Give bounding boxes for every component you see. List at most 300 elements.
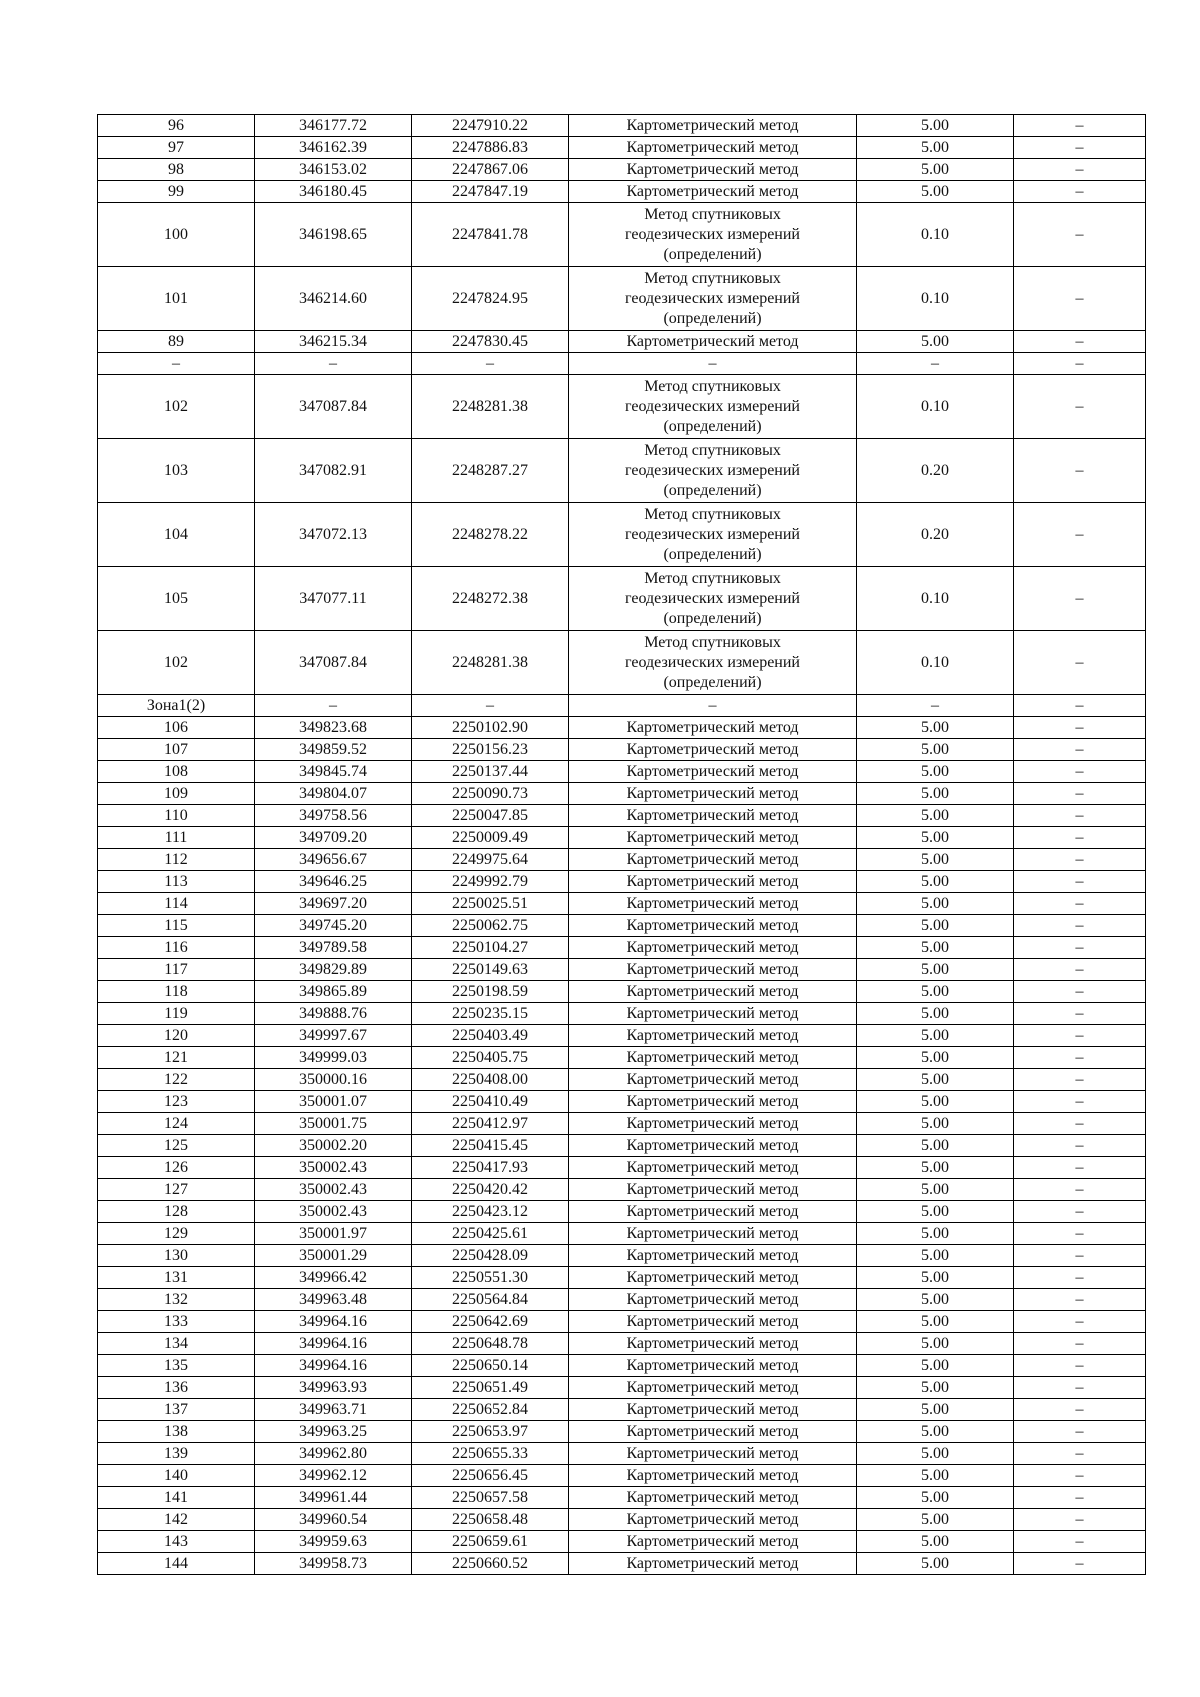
accuracy-cell: 5.00 <box>857 1509 1014 1531</box>
point-number-cell: 132 <box>98 1289 255 1311</box>
method-text-line: – <box>708 354 717 372</box>
accuracy-cell: 5.00 <box>857 783 1014 805</box>
table-row <box>98 1333 1146 1355</box>
y-coordinate-cell: 2250410.49 <box>412 1091 569 1113</box>
method-cell <box>569 1113 857 1135</box>
accuracy-cell: 5.00 <box>857 1377 1014 1399</box>
method-cell <box>569 375 857 439</box>
point-number-cell: 136 <box>98 1377 255 1399</box>
table-row <box>98 203 1146 267</box>
method-text-line: (определений) <box>663 481 762 499</box>
table-row <box>98 439 1146 503</box>
accuracy-cell: 5.00 <box>857 1487 1014 1509</box>
x-coordinate-cell: – <box>255 695 412 717</box>
y-coordinate-cell: 2250062.75 <box>412 915 569 937</box>
y-coordinate-cell: 2250198.59 <box>412 981 569 1003</box>
table-row <box>98 1487 1146 1509</box>
y-coordinate-cell: 2248281.38 <box>412 375 569 439</box>
point-number-cell: 113 <box>98 871 255 893</box>
table-row <box>98 1553 1146 1575</box>
y-coordinate-cell: – <box>412 695 569 717</box>
method-cell <box>569 1025 857 1047</box>
y-coordinate-cell: 2250149.63 <box>412 959 569 981</box>
x-coordinate-cell: 346214.60 <box>255 267 412 331</box>
point-number-cell: 104 <box>98 503 255 567</box>
method-text-line: Картометрический метод <box>626 1334 799 1352</box>
method-cell <box>569 181 857 203</box>
method-text-line: Картометрический метод <box>626 916 799 934</box>
accuracy-cell: 5.00 <box>857 1025 1014 1047</box>
x-coordinate-cell: 350001.07 <box>255 1091 412 1113</box>
x-coordinate-cell: 346180.45 <box>255 181 412 203</box>
y-coordinate-cell: 2250650.14 <box>412 1355 569 1377</box>
method-cell <box>569 827 857 849</box>
method-cell <box>569 695 857 717</box>
method-cell <box>569 1157 857 1179</box>
table-row <box>98 827 1146 849</box>
x-coordinate-cell: 349709.20 <box>255 827 412 849</box>
description-cell: – <box>1014 1421 1146 1443</box>
description-cell: – <box>1014 783 1146 805</box>
accuracy-cell: 5.00 <box>857 1289 1014 1311</box>
x-coordinate-cell: 350001.29 <box>255 1245 412 1267</box>
table-row <box>98 1047 1146 1069</box>
accuracy-cell: 5.00 <box>857 959 1014 981</box>
description-cell: – <box>1014 353 1146 375</box>
x-coordinate-cell: 349966.42 <box>255 1267 412 1289</box>
method-cell <box>569 1267 857 1289</box>
table-row <box>98 1157 1146 1179</box>
method-cell <box>569 567 857 631</box>
method-text-line: Картометрический метод <box>626 1180 799 1198</box>
description-cell: – <box>1014 1289 1146 1311</box>
method-text-line: Картометрический метод <box>626 1202 799 1220</box>
point-number-cell: 110 <box>98 805 255 827</box>
method-text-line: Картометрический метод <box>626 1048 799 1066</box>
accuracy-cell: 5.00 <box>857 981 1014 1003</box>
x-coordinate-cell: 350002.43 <box>255 1179 412 1201</box>
method-text-line: Метод спутниковых <box>644 377 781 395</box>
x-coordinate-cell: 350002.43 <box>255 1157 412 1179</box>
x-coordinate-cell: 349963.48 <box>255 1289 412 1311</box>
method-cell <box>569 1091 857 1113</box>
x-coordinate-cell: 349997.67 <box>255 1025 412 1047</box>
method-text-line: Картометрический метод <box>626 718 799 736</box>
table-row <box>98 1245 1146 1267</box>
accuracy-cell: 5.00 <box>857 1179 1014 1201</box>
x-coordinate-cell: 349845.74 <box>255 761 412 783</box>
accuracy-cell: 5.00 <box>857 1157 1014 1179</box>
x-coordinate-cell: 346177.72 <box>255 115 412 137</box>
method-text-line: геодезических измерений <box>625 525 800 543</box>
accuracy-cell: 5.00 <box>857 1531 1014 1553</box>
accuracy-cell: 5.00 <box>857 1135 1014 1157</box>
description-cell: – <box>1014 1113 1146 1135</box>
description-cell: – <box>1014 1465 1146 1487</box>
point-number-cell: 134 <box>98 1333 255 1355</box>
method-text-line: Метод спутниковых <box>644 633 781 651</box>
x-coordinate-cell: 349964.16 <box>255 1311 412 1333</box>
accuracy-cell: 0.10 <box>857 267 1014 331</box>
point-number-cell: 140 <box>98 1465 255 1487</box>
description-cell: – <box>1014 981 1146 1003</box>
method-text-line: Картометрический метод <box>626 982 799 1000</box>
accuracy-cell: 5.00 <box>857 937 1014 959</box>
method-cell <box>569 1377 857 1399</box>
accuracy-cell: 5.00 <box>857 159 1014 181</box>
method-cell <box>569 1289 857 1311</box>
table-row <box>98 893 1146 915</box>
description-cell: – <box>1014 1069 1146 1091</box>
method-text-line: (определений) <box>663 245 762 263</box>
description-cell: – <box>1014 1333 1146 1355</box>
y-coordinate-cell: 2250660.52 <box>412 1553 569 1575</box>
method-text-line: – <box>708 696 717 714</box>
table-row <box>98 1311 1146 1333</box>
description-cell: – <box>1014 695 1146 717</box>
x-coordinate-cell: 347082.91 <box>255 439 412 503</box>
method-text-line: Картометрический метод <box>626 1092 799 1110</box>
table-row <box>98 1003 1146 1025</box>
x-coordinate-cell: 349962.80 <box>255 1443 412 1465</box>
method-text-line: Картометрический метод <box>626 960 799 978</box>
description-cell: – <box>1014 1179 1146 1201</box>
description-cell: – <box>1014 137 1146 159</box>
table-row <box>98 159 1146 181</box>
table-row <box>98 695 1146 717</box>
y-coordinate-cell: 2250420.42 <box>412 1179 569 1201</box>
table-row <box>98 1113 1146 1135</box>
accuracy-cell: 5.00 <box>857 181 1014 203</box>
point-number-cell: 105 <box>98 567 255 631</box>
method-cell <box>569 1179 857 1201</box>
table-row <box>98 783 1146 805</box>
table-row <box>98 937 1146 959</box>
table-row <box>98 1179 1146 1201</box>
y-coordinate-cell: 2250156.23 <box>412 739 569 761</box>
accuracy-cell: 0.10 <box>857 631 1014 695</box>
table-row <box>98 1135 1146 1157</box>
accuracy-cell: 5.00 <box>857 1223 1014 1245</box>
description-cell: – <box>1014 1201 1146 1223</box>
description-cell: – <box>1014 893 1146 915</box>
x-coordinate-cell: 347087.84 <box>255 375 412 439</box>
accuracy-cell: 5.00 <box>857 1443 1014 1465</box>
x-coordinate-cell: 349823.68 <box>255 717 412 739</box>
x-coordinate-cell: 349804.07 <box>255 783 412 805</box>
accuracy-cell: 0.10 <box>857 567 1014 631</box>
method-text-line: (определений) <box>663 545 762 563</box>
method-cell <box>569 1399 857 1421</box>
method-text-line: (определений) <box>663 309 762 327</box>
method-cell <box>569 805 857 827</box>
y-coordinate-cell: 2247847.19 <box>412 181 569 203</box>
method-cell <box>569 959 857 981</box>
method-text-line: Картометрический метод <box>626 850 799 868</box>
y-coordinate-cell: 2250025.51 <box>412 893 569 915</box>
table-row <box>98 1399 1146 1421</box>
method-text-line: Метод спутниковых <box>644 269 781 287</box>
point-number-cell: 143 <box>98 1531 255 1553</box>
x-coordinate-cell: – <box>255 353 412 375</box>
table-row <box>98 915 1146 937</box>
x-coordinate-cell: 350000.16 <box>255 1069 412 1091</box>
y-coordinate-cell: 2250235.15 <box>412 1003 569 1025</box>
method-text-line: (определений) <box>663 417 762 435</box>
table-row <box>98 1267 1146 1289</box>
point-number-cell: 99 <box>98 181 255 203</box>
method-cell <box>569 353 857 375</box>
description-cell: – <box>1014 805 1146 827</box>
description-cell: – <box>1014 181 1146 203</box>
table-row <box>98 375 1146 439</box>
accuracy-cell: 5.00 <box>857 915 1014 937</box>
method-cell <box>569 1333 857 1355</box>
y-coordinate-cell: 2250651.49 <box>412 1377 569 1399</box>
point-number-cell: 129 <box>98 1223 255 1245</box>
method-text-line: Картометрический метод <box>626 1554 799 1572</box>
table-row <box>98 353 1146 375</box>
method-cell <box>569 717 857 739</box>
x-coordinate-cell: 346215.34 <box>255 331 412 353</box>
method-text-line: Картометрический метод <box>626 1224 799 1242</box>
point-number-cell: 101 <box>98 267 255 331</box>
table-row <box>98 871 1146 893</box>
description-cell: – <box>1014 915 1146 937</box>
table-row <box>98 1465 1146 1487</box>
point-number-cell: 128 <box>98 1201 255 1223</box>
description-cell: – <box>1014 1531 1146 1553</box>
x-coordinate-cell: 347072.13 <box>255 503 412 567</box>
point-number-cell: 109 <box>98 783 255 805</box>
method-text-line: Картометрический метод <box>626 1510 799 1528</box>
method-text-line: Картометрический метод <box>626 894 799 912</box>
point-number-cell: 139 <box>98 1443 255 1465</box>
method-text-line: Картометрический метод <box>626 872 799 890</box>
method-cell <box>569 1553 857 1575</box>
description-cell: – <box>1014 1003 1146 1025</box>
point-number-cell: 102 <box>98 375 255 439</box>
x-coordinate-cell: 349758.56 <box>255 805 412 827</box>
y-coordinate-cell: 2250656.45 <box>412 1465 569 1487</box>
point-number-cell: 115 <box>98 915 255 937</box>
method-text-line: геодезических измерений <box>625 225 800 243</box>
y-coordinate-cell: 2250102.90 <box>412 717 569 739</box>
description-cell: – <box>1014 1047 1146 1069</box>
accuracy-cell: 5.00 <box>857 1311 1014 1333</box>
table-row <box>98 137 1146 159</box>
point-number-cell: 137 <box>98 1399 255 1421</box>
description-cell: – <box>1014 717 1146 739</box>
accuracy-cell: – <box>857 353 1014 375</box>
point-number-cell: 102 <box>98 631 255 695</box>
method-text-line: Картометрический метод <box>626 784 799 802</box>
point-number-cell: 144 <box>98 1553 255 1575</box>
table-row <box>98 1421 1146 1443</box>
x-coordinate-cell: 349697.20 <box>255 893 412 915</box>
point-number-cell: 98 <box>98 159 255 181</box>
method-cell <box>569 739 857 761</box>
y-coordinate-cell: 2250642.69 <box>412 1311 569 1333</box>
y-coordinate-cell: – <box>412 353 569 375</box>
x-coordinate-cell: 349959.63 <box>255 1531 412 1553</box>
point-number-cell: 111 <box>98 827 255 849</box>
accuracy-cell: 0.10 <box>857 375 1014 439</box>
method-text-line: Картометрический метод <box>626 1356 799 1374</box>
method-cell <box>569 503 857 567</box>
point-number-cell: 135 <box>98 1355 255 1377</box>
method-text-line: Картометрический метод <box>626 1488 799 1506</box>
method-cell <box>569 203 857 267</box>
accuracy-cell: 5.00 <box>857 761 1014 783</box>
point-number-cell: – <box>98 353 255 375</box>
x-coordinate-cell: 349656.67 <box>255 849 412 871</box>
x-coordinate-cell: 350001.97 <box>255 1223 412 1245</box>
y-coordinate-cell: 2250658.48 <box>412 1509 569 1531</box>
x-coordinate-cell: 347087.84 <box>255 631 412 695</box>
table-row <box>98 1223 1146 1245</box>
point-number-cell: 131 <box>98 1267 255 1289</box>
accuracy-cell: – <box>857 695 1014 717</box>
method-text-line: Метод спутниковых <box>644 569 781 587</box>
method-text-line: Картометрический метод <box>626 1246 799 1264</box>
description-cell: – <box>1014 1509 1146 1531</box>
y-coordinate-cell: 2247830.45 <box>412 331 569 353</box>
method-text-line: геодезических измерений <box>625 653 800 671</box>
y-coordinate-cell: 2250564.84 <box>412 1289 569 1311</box>
method-cell <box>569 1443 857 1465</box>
x-coordinate-cell: 349859.52 <box>255 739 412 761</box>
point-number-cell: Зона1(2) <box>98 695 255 717</box>
method-cell <box>569 915 857 937</box>
method-text-line: Картометрический метод <box>626 740 799 758</box>
coordinates-table-body <box>98 115 1146 1575</box>
point-number-cell: 138 <box>98 1421 255 1443</box>
table-row <box>98 631 1146 695</box>
accuracy-cell: 5.00 <box>857 1091 1014 1113</box>
accuracy-cell: 0.20 <box>857 503 1014 567</box>
accuracy-cell: 5.00 <box>857 137 1014 159</box>
accuracy-cell: 0.10 <box>857 203 1014 267</box>
x-coordinate-cell: 349960.54 <box>255 1509 412 1531</box>
method-cell <box>569 631 857 695</box>
y-coordinate-cell: 2247910.22 <box>412 115 569 137</box>
description-cell: – <box>1014 115 1146 137</box>
y-coordinate-cell: 2248287.27 <box>412 439 569 503</box>
y-coordinate-cell: 2249992.79 <box>412 871 569 893</box>
accuracy-cell: 5.00 <box>857 331 1014 353</box>
point-number-cell: 121 <box>98 1047 255 1069</box>
x-coordinate-cell: 350002.20 <box>255 1135 412 1157</box>
x-coordinate-cell: 349999.03 <box>255 1047 412 1069</box>
method-text-line: Картометрический метод <box>626 1422 799 1440</box>
method-text-line: Картометрический метод <box>626 1444 799 1462</box>
method-cell <box>569 893 857 915</box>
method-text-line: геодезических измерений <box>625 397 800 415</box>
description-cell: – <box>1014 959 1146 981</box>
description-cell: – <box>1014 1091 1146 1113</box>
x-coordinate-cell: 346162.39 <box>255 137 412 159</box>
table-row <box>98 1531 1146 1553</box>
point-number-cell: 100 <box>98 203 255 267</box>
point-number-cell: 118 <box>98 981 255 1003</box>
description-cell: – <box>1014 1443 1146 1465</box>
y-coordinate-cell: 2250137.44 <box>412 761 569 783</box>
x-coordinate-cell: 349964.16 <box>255 1355 412 1377</box>
method-cell <box>569 937 857 959</box>
x-coordinate-cell: 349865.89 <box>255 981 412 1003</box>
accuracy-cell: 5.00 <box>857 1113 1014 1135</box>
accuracy-cell: 5.00 <box>857 1465 1014 1487</box>
x-coordinate-cell: 349646.25 <box>255 871 412 893</box>
y-coordinate-cell: 2250652.84 <box>412 1399 569 1421</box>
point-number-cell: 127 <box>98 1179 255 1201</box>
table-row <box>98 717 1146 739</box>
y-coordinate-cell: 2250415.45 <box>412 1135 569 1157</box>
table-row <box>98 267 1146 331</box>
description-cell: – <box>1014 1025 1146 1047</box>
method-text-line: Картометрический метод <box>626 138 799 156</box>
point-number-cell: 130 <box>98 1245 255 1267</box>
description-cell: – <box>1014 761 1146 783</box>
method-cell <box>569 981 857 1003</box>
table-row <box>98 181 1146 203</box>
table-row <box>98 849 1146 871</box>
table-row <box>98 331 1146 353</box>
point-number-cell: 141 <box>98 1487 255 1509</box>
y-coordinate-cell: 2250417.93 <box>412 1157 569 1179</box>
table-row <box>98 1443 1146 1465</box>
y-coordinate-cell: 2247867.06 <box>412 159 569 181</box>
method-cell <box>569 761 857 783</box>
y-coordinate-cell: 2250403.49 <box>412 1025 569 1047</box>
method-text-line: Картометрический метод <box>626 1026 799 1044</box>
y-coordinate-cell: 2249975.64 <box>412 849 569 871</box>
table-row <box>98 981 1146 1003</box>
description-cell: – <box>1014 849 1146 871</box>
accuracy-cell: 5.00 <box>857 1047 1014 1069</box>
method-text-line: Картометрический метод <box>626 1312 799 1330</box>
method-text-line: Картометрический метод <box>626 828 799 846</box>
table-row <box>98 503 1146 567</box>
description-cell: – <box>1014 739 1146 761</box>
method-text-line: Картометрический метод <box>626 806 799 824</box>
method-text-line: Картометрический метод <box>626 1378 799 1396</box>
method-cell <box>569 1355 857 1377</box>
description-cell: – <box>1014 1487 1146 1509</box>
table-row <box>98 805 1146 827</box>
description-cell: – <box>1014 1267 1146 1289</box>
point-number-cell: 142 <box>98 1509 255 1531</box>
method-cell <box>569 439 857 503</box>
table-row <box>98 1201 1146 1223</box>
point-number-cell: 123 <box>98 1091 255 1113</box>
method-text-line: Картометрический метод <box>626 160 799 178</box>
method-text-line: геодезических измерений <box>625 589 800 607</box>
point-number-cell: 97 <box>98 137 255 159</box>
y-coordinate-cell: 2248278.22 <box>412 503 569 567</box>
method-cell <box>569 849 857 871</box>
method-text-line: Картометрический метод <box>626 762 799 780</box>
x-coordinate-cell: 349962.12 <box>255 1465 412 1487</box>
method-cell <box>569 1201 857 1223</box>
point-number-cell: 126 <box>98 1157 255 1179</box>
table-row <box>98 1355 1146 1377</box>
point-number-cell: 103 <box>98 439 255 503</box>
method-cell <box>569 871 857 893</box>
point-number-cell: 116 <box>98 937 255 959</box>
accuracy-cell: 5.00 <box>857 739 1014 761</box>
